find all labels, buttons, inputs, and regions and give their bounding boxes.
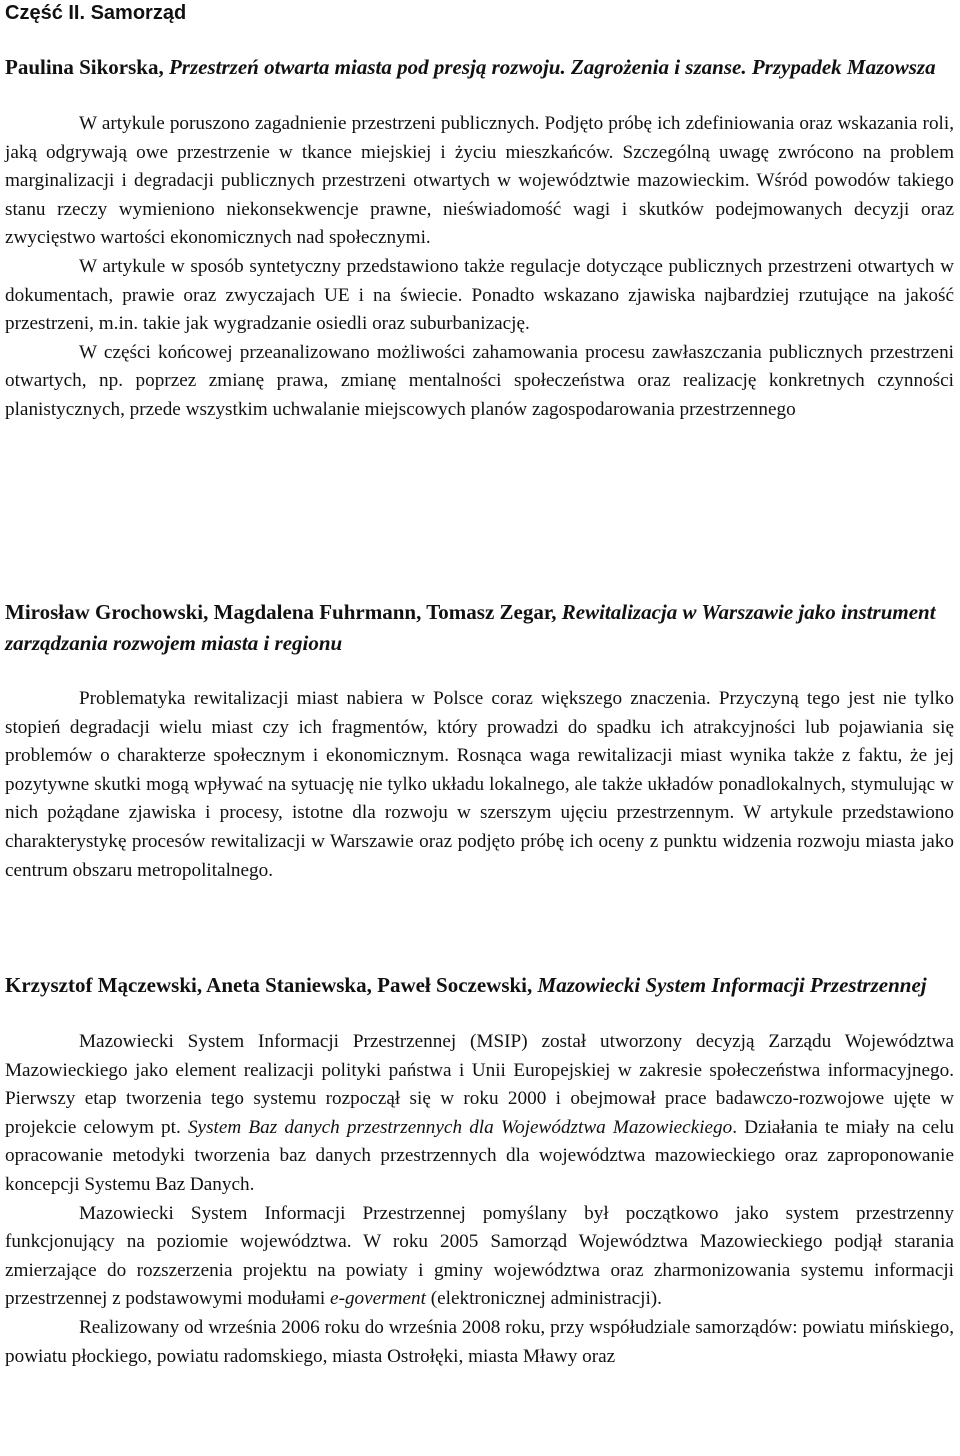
article-authors: Mirosław Grochowski, Magdalena Fuhrmann, Tomasz Zegar xyxy=(5,600,552,624)
abstract-paragraph xyxy=(5,1200,954,1314)
paragraph-text: Mazowiecki System Informacji Przestrzennej (MSIP) został utworzony decyzją Zarządu Województwa Mazowieckiego jako element realizacji polityki państwa i Unii Europejskiej w zakresie społeczeństwa informacyjnego. Pierwszy etap tworzenia tego systemu rozpoczął się w roku 2000 i obejmował prace badawczo-rozwojowe ujęte w projekcie celowym pt. xyxy=(5,1031,954,1138)
abstract-paragraph: Problematyka rewitalizacji miast nabiera w Polsce coraz większego znaczenia. Przyczyną tego jest nie tylko stopień degradacji wielu miast czy ich fragmentów, który prowadzi do spadku ich atrakcyjności lub pojawiania się problemów o charakterze społecznym i ekonomicznym. Rosnąca waga rewitalizacji miast wynika także z faktu, że jej pozytywne skutki mogą wpływać na sytuację nie tylko układu lokalnego, ale także układów ponadlokalnych, stymulując w nich pożądane zjawiska i procesy, istotne dla rozwoju w szerszym ujęciu przestrzennym. W artykule przedstawiono charakterystykę procesów rewitalizacji w Warszawie oraz podjęto próbę ich oceny z punktu widzenia rozwoju miasta jako centrum obszaru metropolitalnego. xyxy=(5,688,954,881)
article-heading xyxy=(5,597,954,659)
abstract-paragraph: W artykule w sposób syntetyczny przedstawiono także regulacje dotyczące publicznych przestrzeni otwartych w dokumentach, prawie oraz zwyczajach UE i na świecie. Ponadto wskazano zjawiska najbardziej rzutujące na jakość przestrzeni, m.in. takie jak wygradzanie osiedli oraz suburbanizację. xyxy=(5,255,954,335)
paragraph-text: (elektronicznej administracji). xyxy=(425,1288,662,1310)
document-page xyxy=(5,0,955,1367)
paragraph-text: Mazowiecki System Informacji Przestrzennej pomyślany był początkowo jako system przestrzenny funkcjonujący na poziomie województwa. W roku 2005 Samorząd Województwa Mazowieckiego podjął starania zmierzające do rozszerzenia projektu na powiaty i gminy województwa oraz zharmonizowania systemu informacji przestrzennej z podstawowymi modułami xyxy=(5,1202,954,1310)
abstract-paragraph xyxy=(5,1028,954,1200)
heading-separator: , xyxy=(158,55,169,79)
article-entry xyxy=(5,970,954,1371)
article-title: Mazowiecki System Informacji Przestrzennej xyxy=(537,973,927,997)
article-authors: Krzysztof Mączewski, Aneta Staniewska, Paweł Soczewski xyxy=(5,973,528,997)
heading-separator: , xyxy=(551,600,562,624)
article-title: Przestrzeń otwarta miasta pod presją rozwoju. Zagrożenia i szanse. Przypadek Mazowsza xyxy=(168,55,936,79)
heading-separator: , xyxy=(527,973,538,997)
article-heading xyxy=(5,970,954,1001)
article-abstract xyxy=(5,110,954,425)
article-entry xyxy=(5,597,954,885)
abstract-paragraph: W artykule poruszono zagadnienie przestrzeni publicznych. Podjęto próbę ich zdefiniowania oraz wskazania roli, jaką odgrywają owe przestrzenie w tkance miejskiej i życiu mieszkańców. Szczególną uwagę zwrócono na problem marginalizacji i degradacji publicznych przestrzeni otwartych w województwie mazowieckim. Wśród powodów takiego stanu rzeczy wymieniono niekonsekwencje prawne, nieświadomość wagi i skutków podejmowanych decyzji oraz zwycięstwo wartości ekonomicznych nad społecznymi. xyxy=(5,113,954,249)
project-title-italic: System Baz danych przestrzennych dla Województwa Mazowieckiego xyxy=(187,1116,733,1138)
article-title: Rewitalizacja w Warszawie jako instrument zarządzania rozwojem miasta i regionu xyxy=(5,600,936,655)
article-heading xyxy=(5,52,954,83)
e-government-term: e-goverment xyxy=(330,1288,426,1310)
abstract-paragraph: W części końcowej przeanalizowano możliwości zahamowania procesu zawłaszczania publicznych przestrzeni otwartych, np. poprzez zmianę prawa, zmianę mentalności społeczeństwa oraz realizację konkretnych czynności planistycznych, przede wszystkim uchwalanie miejscowych planów zagospodarowania przestrzennego xyxy=(5,341,954,420)
article-abstract xyxy=(5,685,954,885)
part-title: Część II. Samorząd xyxy=(5,2,187,24)
abstract-paragraph: Realizowany od września 2006 roku do września 2008 roku, przy współudziale samorządów: powiatu mińskiego, powiatu płockiego, powiatu radomskiego, miasta Ostrołęki, miasta Mławy oraz xyxy=(5,1316,954,1367)
article-authors: Paulina Sikorska xyxy=(5,55,159,79)
article-entry xyxy=(5,52,954,425)
paragraph-text: . Działania te miały na celu opracowanie metodyki tworzenia baz danych przestrzennych dla województwa mazowieckiego oraz zaproponowanie koncepcji Systemu Baz Danych. xyxy=(5,1116,955,1195)
article-abstract xyxy=(5,1028,954,1371)
